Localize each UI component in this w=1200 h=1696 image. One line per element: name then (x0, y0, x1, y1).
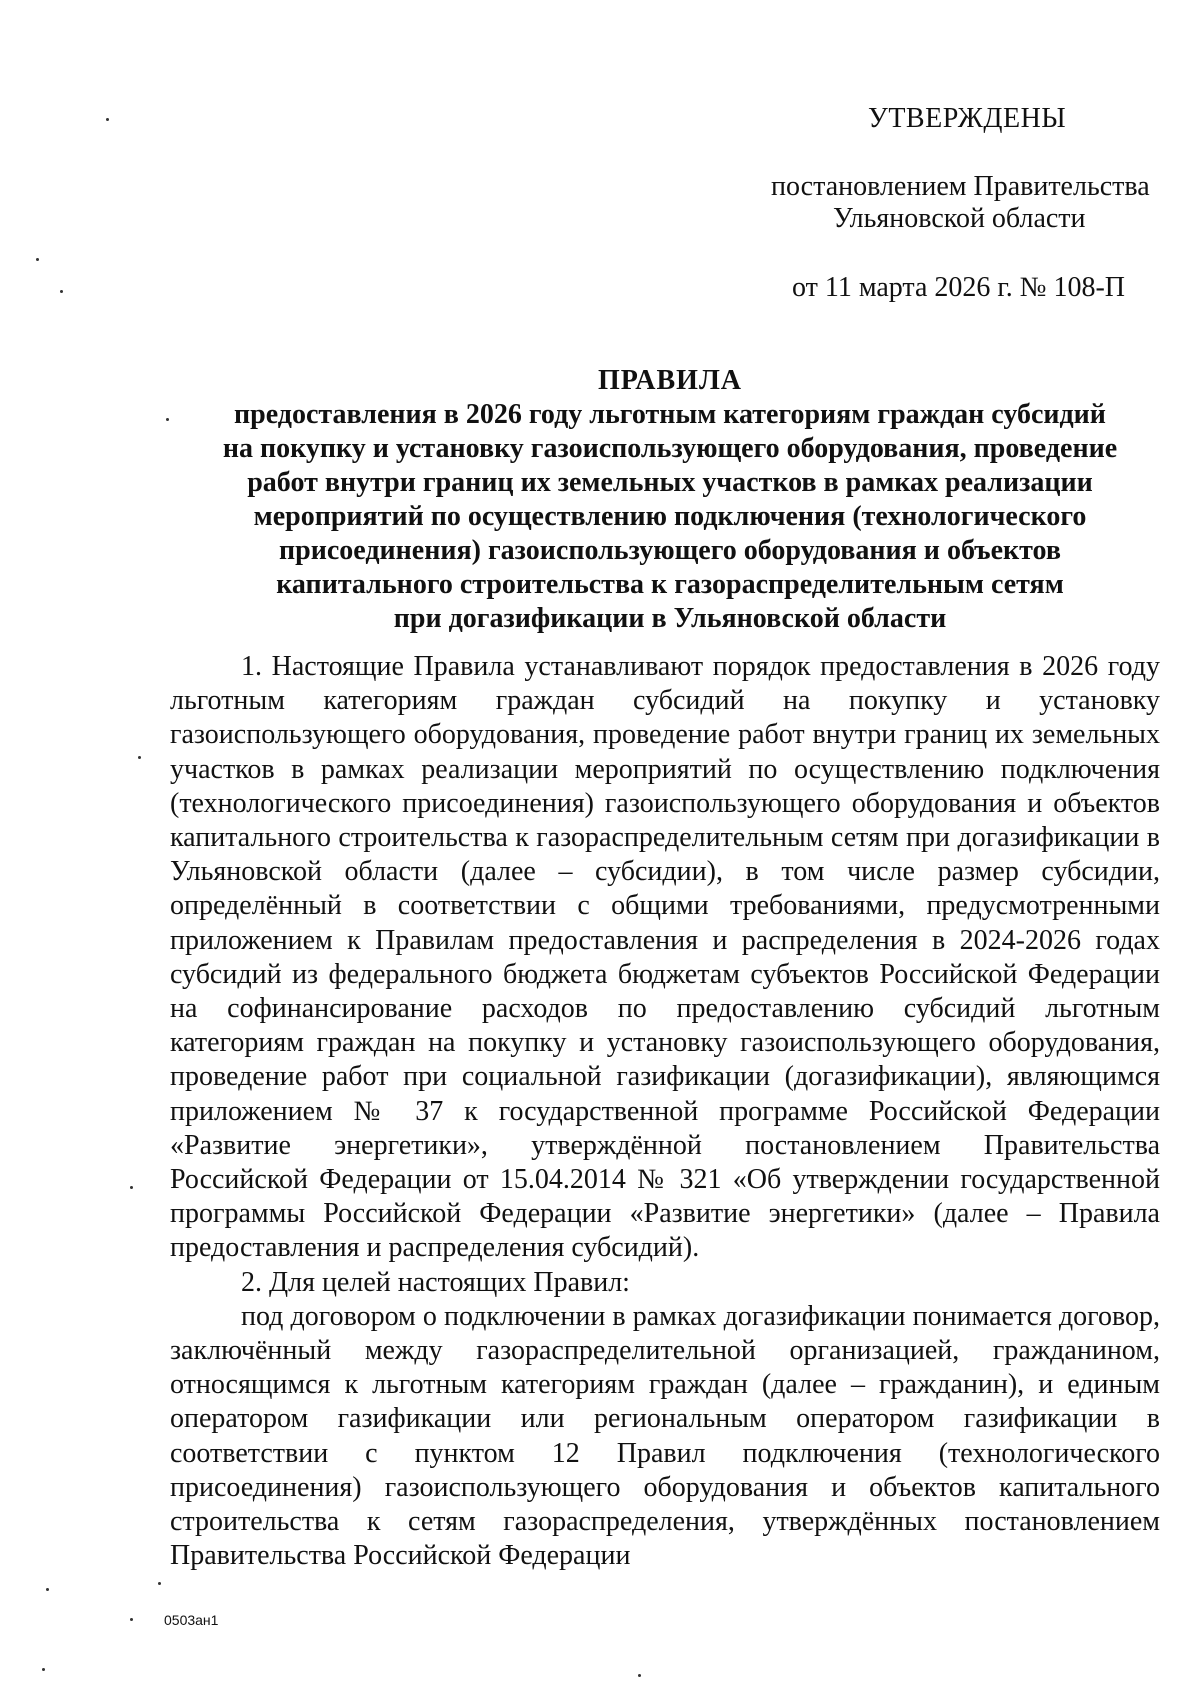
scan-speck (36, 258, 39, 261)
scan-speck (130, 1618, 133, 1621)
title-line: мероприятий по осуществлению подключения (технологического (253, 501, 1087, 532)
scan-speck (158, 1582, 161, 1585)
approval-line-resolution: постановлением Правительства (771, 171, 1150, 202)
scan-speck (60, 290, 63, 293)
title-line: при догазификации в Ульяновской области (393, 603, 947, 634)
title-line: предоставления в 2026 году льготным категориям граждан субсидий (234, 399, 1106, 430)
title-line: на покупку и установку газоиспользующего оборудования, проведение (222, 433, 1118, 464)
scan-speck (42, 1668, 45, 1671)
scan-speck (166, 418, 169, 421)
title-line: работ внутри границ их земельных участков в рамках реализации (247, 467, 1093, 498)
title-line: присоединения) газоиспользующего оборудования и объектов (279, 535, 1061, 566)
approval-line-region: Ульяновской области (833, 203, 1086, 234)
approval-line-date-number: от 11 марта 2026 г. № 108-П (792, 272, 1126, 303)
scan-speck (638, 1674, 641, 1677)
document-title (170, 364, 1170, 636)
title-line: капитального строительства к газораспределительным сетям (276, 569, 1064, 600)
footer-code: 0503ан1 (164, 1612, 219, 1628)
paragraph-1: 1. Настоящие Правила устанавливают порядок предоставления в 2026 году льготным категориям граждан субсидий на покупку и установку газоиспользующего оборудования, проведение работ внутри границ их земельных участков в рамках реализации мероприятий по осуществлению подключения (технологического присоединения) газоиспользующего оборудования и объектов капитального строительства к газораспределительным сетям при догазификации в Ульяновской области (далее – субсидии), в том числе размер субсидии, определённый в соответствии с общими требованиями, предусмотренными приложением к Правилам предоставления и распределения в 2024-2026 годах субсидий из федерального бюджета бюджетам субъектов Российской Федерации на софинансирование расходов по предоставлению субсидий льготным категориям граждан на покупку и установку газоиспользующего оборудования, проведение работ при социальной газификации (догазификации), являющимся приложением № 37 к государственной программе Российской Федерации «Развитие энергетики», утверждённой постановлением Правительства Российской Федерации от 15.04.2014 № 321 «Об утверждении государственной программы Российской Федерации «Развитие энергетики» (далее – Правила предоставления и распределения субсидий). (170, 651, 1160, 1264)
paragraph-2: 2. Для целей настоящих Правил: (241, 1266, 630, 1298)
paragraph-3: под договором о подключении в рамках догазификации понимается договор, заключённый между газораспределительной организацией, гражданином, относящимся к льготным категориям граждан (далее – гражданин), и единым оператором газификации или региональным оператором газификации в соответствии с пунктом 12 Правил подключения (технологического присоединения) газоиспользующего оборудования и объектов капитального строительства к сетям газораспределения, утверждённых постановлением Правительства Российской Федерации (170, 1300, 1160, 1572)
scan-speck (138, 756, 141, 759)
title-main: ПРАВИЛА (597, 365, 743, 396)
scan-speck (106, 118, 109, 121)
scan-speck (46, 1588, 49, 1591)
scan-speck (130, 1186, 133, 1189)
document-body (170, 650, 1160, 1573)
approval-heading: УТВЕРЖДЕНЫ (868, 103, 1067, 134)
